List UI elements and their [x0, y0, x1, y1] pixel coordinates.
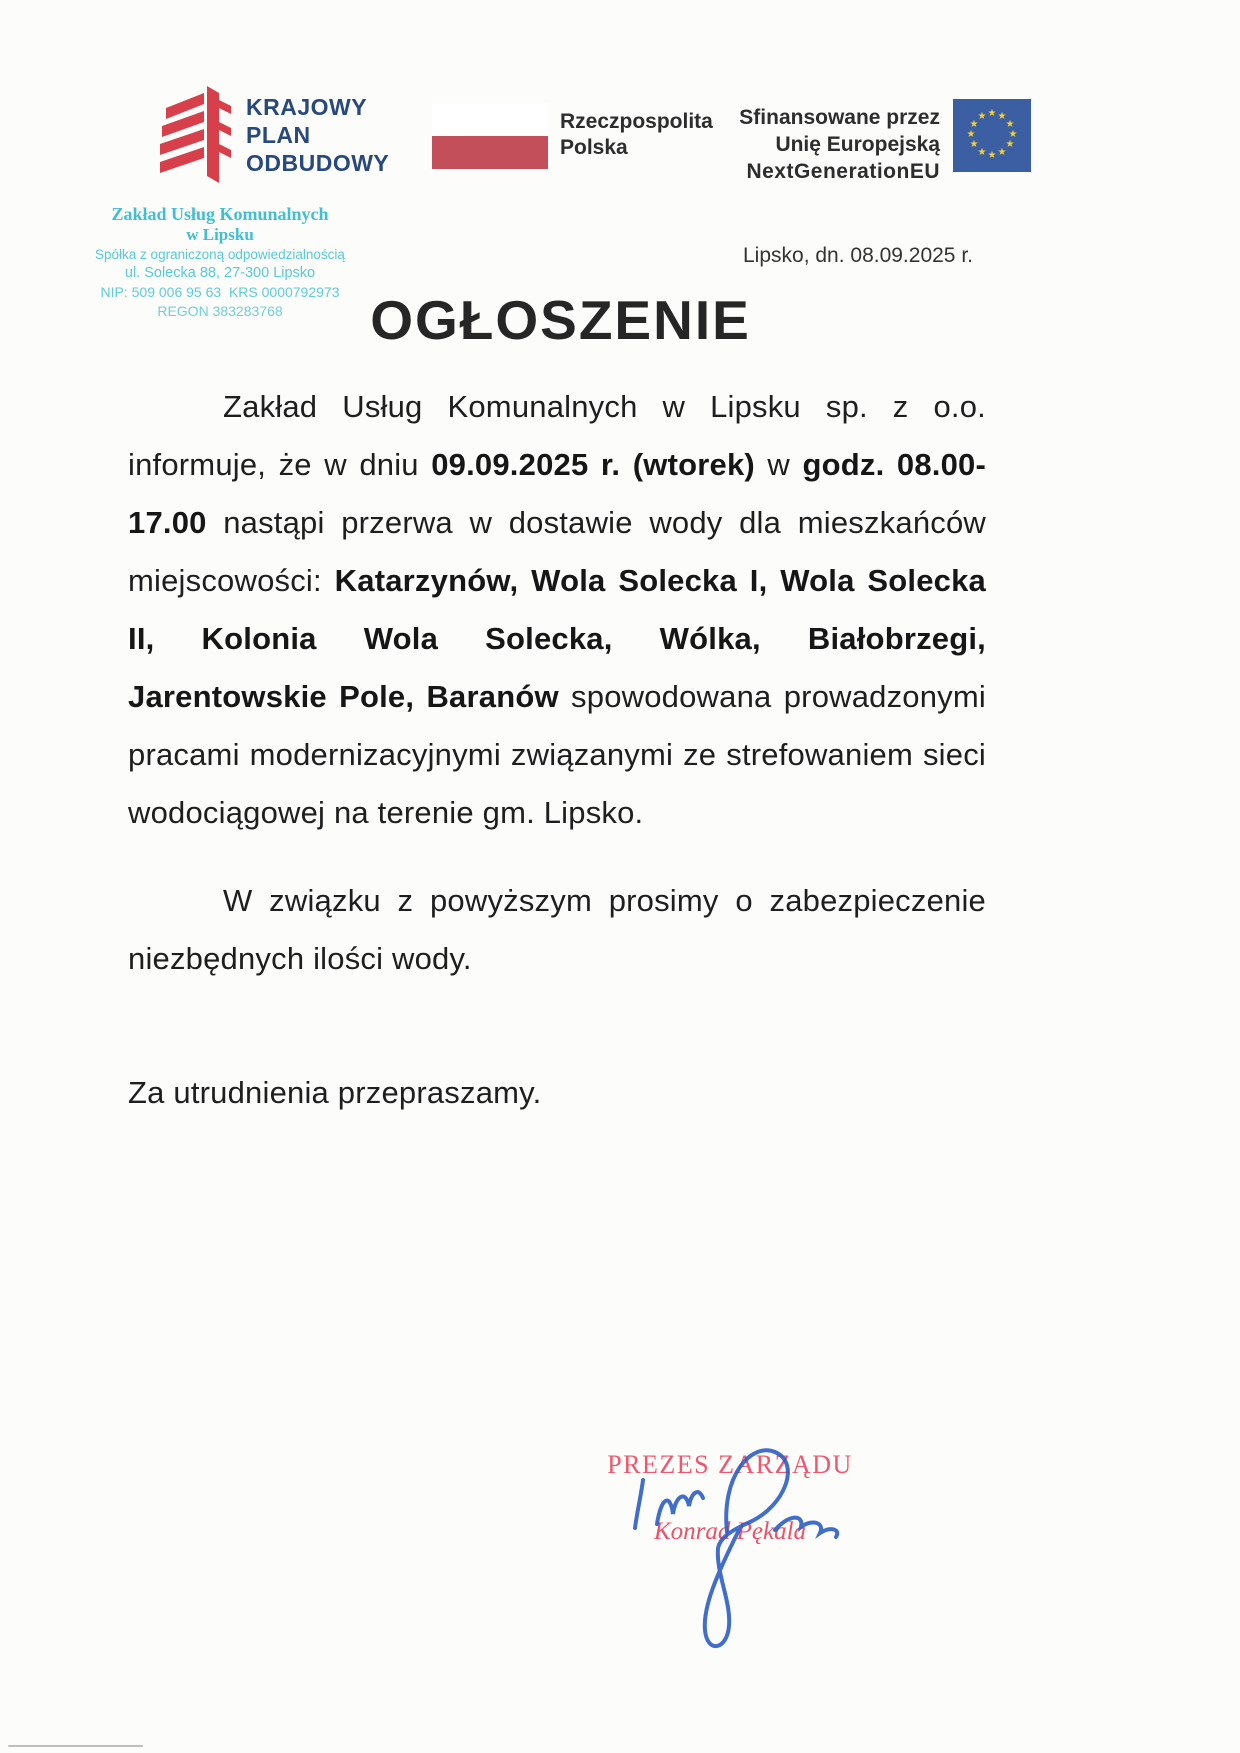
stamp-nip-krs: NIP: 509 006 95 63 KRS 0000792973	[100, 284, 340, 300]
paragraph-request: W związku z powyższym prosimy o zabezpieczenie niezbędnych ilości wody.	[128, 883, 986, 976]
paragraph-main: Zakład Usług Komunalnych w Lipsku sp. z o.o. informuje, że w dniu 09.09.2025 r. (wtorek) w godz. 08.00-17.00 nastąpi przerwa w dostawie wody dla mieszkańców miejscowości: Katarzynów, Wola Solecka I, Wola Solecka II, Kolonia Wola Solecka, Wólka, Białobrzegi, Jarentowskie Pole, Baranów spowodowana prowadzonymi pracami modernizacyjnymi związanymi ze strefowaniem sieci wodociągowej na terenie gm. Lipsko.	[128, 389, 986, 830]
kpo-logo	[152, 84, 389, 186]
signature-role: PREZES ZARZĄDU	[607, 1450, 853, 1479]
stamp-regon: REGON 383283768	[157, 303, 283, 319]
page-title: OGŁOSZENIE	[370, 289, 751, 351]
poland-label-line-2: Polska	[560, 136, 628, 159]
eu-funding-line-3: NextGenerationEU	[746, 160, 940, 183]
eu-funding-line-1: Sfinansowane przez	[739, 106, 940, 129]
signature-name: Konrad Pękala	[653, 1518, 807, 1545]
poland-flag-icon	[432, 103, 548, 169]
eu-flag-icon: ★ ★ ★ ★ ★ ★ ★ ★ ★ ★ ★ ★	[953, 99, 1031, 172]
stamp-company-city: w Lipsku	[186, 225, 254, 244]
paragraph-apology: Za utrudnienia przepraszamy.	[128, 1075, 542, 1110]
stamp-address: ul. Solecka 88, 27-300 Lipsko	[124, 265, 316, 281]
poland-flag-white-stripe	[432, 103, 548, 136]
stamp-company-name: Zakład Usług Komunalnych	[111, 204, 329, 224]
kpo-line-3: ODBUDOWY	[246, 150, 390, 176]
poland-flag-red-stripe	[432, 136, 548, 169]
signature-block	[520, 1450, 940, 1546]
scan-edge-artifact	[8, 1745, 143, 1747]
kpo-building-icon	[152, 84, 238, 186]
kpo-line-2: PLAN	[246, 122, 311, 148]
eu-funding-label	[640, 104, 940, 185]
announcement-body	[128, 378, 986, 1122]
kpo-logo-text	[246, 93, 389, 177]
eu-funding-line-2: Unię Europejską	[775, 133, 940, 156]
dateline: Lipsko, dn. 08.09.2025 r.	[742, 244, 973, 267]
poland-label-line-1: Rzeczpospolita	[560, 110, 713, 133]
stamp-legal-form: Spółka z ograniczoną odpowiedzialnością	[95, 247, 345, 262]
kpo-line-1: KRAJOWY	[246, 94, 368, 120]
